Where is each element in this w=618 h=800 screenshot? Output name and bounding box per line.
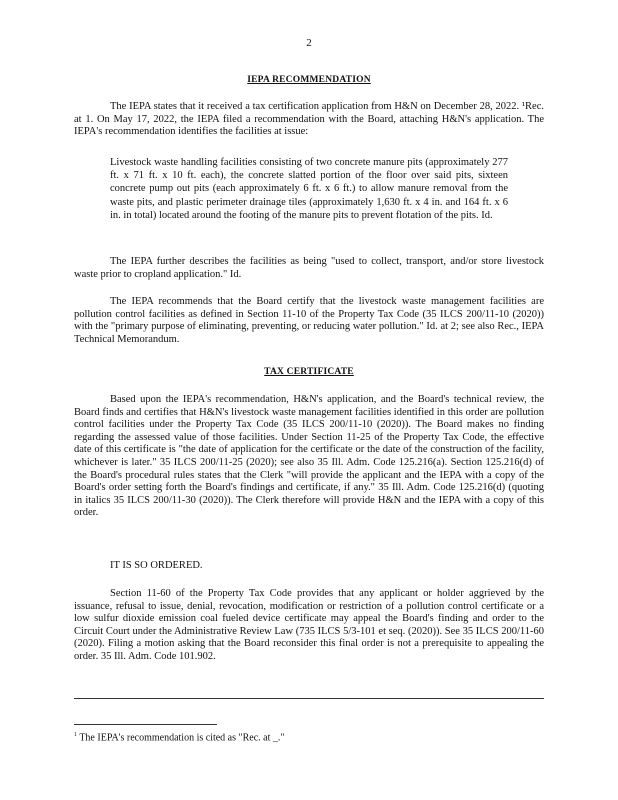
paragraph-findings: Based upon the IEPA's recommendation, H&N's application, and the Board's technical review, the Board finds and certifies that H&N's livestock waste management facilities identified in this order are pollution control facilities under the Property Tax Code (35 ILCS 200/11-10 (2020)). The Board makes no finding regarding the assessed value of those facilities. Under Section 11-25 of the Property Tax Code, the effective date of this certificate is "the date of application for the certificate or the date of the construction of the facility, whichever is later." 35 ILCS 200/11-25 (2020); see also 35 Ill. Adm. Code 125.216(a). Section 125.216(d) of the Board's procedural rules states that the Clerk "will provide the applicant and the IEPA with a copy of the Board's order setting forth the Board's findings and certificate, if any." 35 Ill. Adm. Code 125.216(d) (quoting in italics 35 ILCS 200/11-30 (2020)). The Clerk therefore will provide H&N and the IEPA with a copy of this order. <box>74 394 544 519</box>
paragraph-facility-description: The IEPA further describes the facilities as being "used to collect, transport, and/or store livestock waste prior to cropland application." Id. <box>74 256 544 280</box>
ordered-statement: IT IS SO ORDERED. <box>110 560 203 571</box>
footnote-text: The IEPA's recommendation is cited as "Rec. at _." <box>79 732 285 744</box>
paragraph-application: The IEPA states that it received a tax certification application from H&N on December 28, 2022. ¹Rec. at 1. On May 17, 2022, the IEPA filed a recommendation with the Board, attaching H&N's application. The IEPA's recommendation identifies the facilities at issue: <box>74 101 544 138</box>
paragraph-recommends: The IEPA recommends that the Board certify that the livestock waste management facilities are pollution control facilities as defined in Section 11-10 of the Property Tax Code (35 ILCS 200/11-10 (2020)) with the "primary purpose of eliminating, preventing, or reducing water pollution." Id. at 2; see also Rec., IEPA Technical Memorandum. <box>74 296 544 345</box>
footnote-marker: 1 <box>74 732 77 738</box>
heading-tax-certificate <box>0 367 618 377</box>
heading-text: IEPA RECOMMENDATION <box>247 75 371 85</box>
heading-iepa-recommendation <box>0 75 618 85</box>
heading-text: TAX CERTIFICATE <box>264 367 354 377</box>
footnote-rule <box>74 724 217 725</box>
footnote <box>74 732 284 743</box>
block-quote-facilities: Livestock waste handling facilities consisting of two concrete manure pits (approximately 277 ft. x 71 ft. x 10 ft. each), the concrete slatted portion of the floor over said pits, sixteen concrete pump out pits (each approximately 6 ft. x 6 ft.) to allow manure removal from the waste pits, and plastic perimeter drainage tiles (approximately 1,630 ft. x 4 in. and 164 ft. x 6 in. in total) located around the footing of the manure pits to prevent flotation of the pits. Id. <box>110 157 508 221</box>
page-number: 2 <box>306 37 312 49</box>
paragraph-appeal: Section 11-60 of the Property Tax Code provides that any applicant or holder aggrieved by the issuance, refusal to issue, denial, revocation, modification or restriction of a pollution control certificate or a low sulfur dioxide emission coal fueled device certificate may appeal the Board's finding and order to the Circuit Court under the Administrative Review Law (735 ILCS 5/3-101 et seq. (2020)). See 35 ILCS 200/11-60 (2020). Filing a motion asking that the Board reconsider this final order is not a prerequisite to appealing the order. 35 Ill. Adm. Code 101.902. <box>74 588 544 662</box>
page-divider <box>74 698 544 699</box>
